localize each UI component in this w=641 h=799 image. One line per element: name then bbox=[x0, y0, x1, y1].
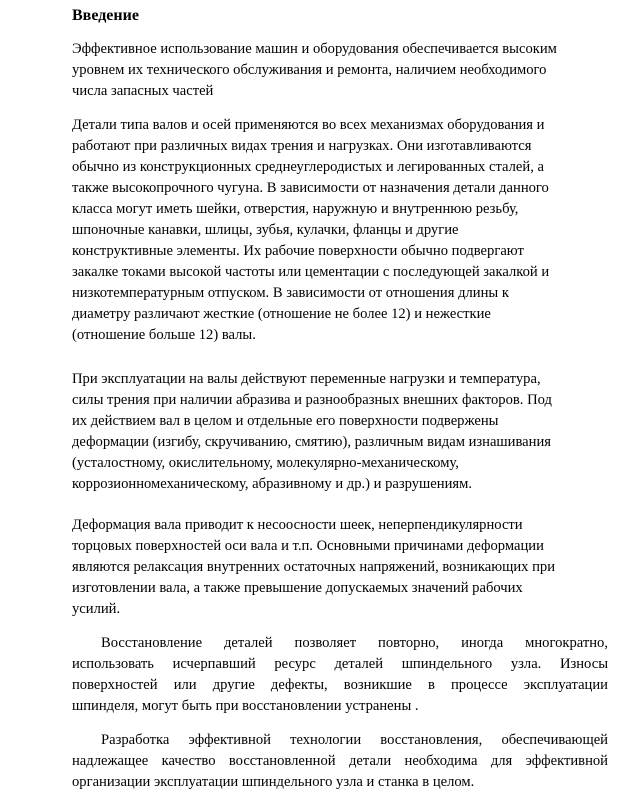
text-line: Эффективное использование машин и оборудования обеспечивается высоким bbox=[72, 41, 557, 57]
text-line: (отношение больше 12) валы. bbox=[72, 327, 256, 343]
text-line: Деформация вала приводит к несоосности шеек, неперпендикулярности bbox=[72, 517, 523, 533]
page-title: Введение bbox=[72, 7, 139, 24]
text-line: низкотемпературным отпуском. В зависимости от отношения длины к bbox=[72, 285, 509, 301]
text-line: усилий. bbox=[72, 601, 121, 617]
text-line: При эксплуатации на валы действуют переменные нагрузки и температура, bbox=[72, 371, 541, 387]
text-line: являются релаксация внутренних остаточных напряжений, возникающих при bbox=[72, 559, 556, 575]
text-line: диаметру различают жесткие (отношение не более 12) и нежесткие bbox=[72, 306, 491, 322]
text-line: деформации (изгибу, скручиванию, смятию), различным видам изнашивания bbox=[72, 434, 551, 450]
text-line: Разработка эффективной технологии восстановления, обеспечивающей bbox=[101, 732, 608, 748]
text-line: числа запасных частей bbox=[72, 83, 214, 99]
paragraph-operation bbox=[72, 369, 608, 495]
text-line: их действием вал в целом и отдельные его поверхности подвержены bbox=[72, 413, 499, 429]
text-line: поверхностей или другие дефекты, возникшие в процессе эксплуатации bbox=[72, 677, 608, 693]
text-line: также высокопрочного чугуна. В зависимости от назначения детали данного bbox=[72, 180, 549, 196]
text-line: коррозионномеханическому, абразивному и др.) и разрушениям. bbox=[72, 476, 472, 492]
text-line: (усталостному, окислительному, молекулярно-механическому, bbox=[72, 455, 459, 471]
text-line: изготовлении вала, а также превышение допускаемых значений рабочих bbox=[72, 580, 523, 596]
text-line: Детали типа валов и осей применяются во всех механизмах оборудования и bbox=[72, 117, 545, 133]
paragraph-deformation bbox=[72, 515, 608, 620]
text-line: Восстановление деталей позволяет повторно, иногда многократно, bbox=[101, 635, 608, 651]
paragraph-shafts bbox=[72, 115, 608, 346]
text-line: конструктивные элементы. Их рабочие поверхности обычно подвергают bbox=[72, 243, 524, 259]
text-line: шпинделя, могут быть при восстановлении устранены . bbox=[72, 698, 419, 714]
paragraph-restoration bbox=[72, 633, 608, 717]
text-line: шпоночные канавки, шлицы, зубья, кулачки, фланцы и другие bbox=[72, 222, 459, 238]
text-line: класса могут иметь шейки, отверстия, наружную и внутреннюю резьбу, bbox=[72, 201, 519, 217]
text-line: организации эксплуатации шпиндельного узла и станка в целом. bbox=[72, 774, 475, 790]
text-line: уровнем их технического обслуживания и ремонта, наличием необходимого bbox=[72, 62, 547, 78]
text-line: закалке токами высокой частоты или цементации с последующей закалкой и bbox=[72, 264, 550, 280]
paragraph-technology bbox=[72, 730, 608, 793]
text-line: надлежащее качество восстановленной детали необходима для эффективной bbox=[72, 753, 608, 769]
text-line: торцовых поверхностей оси вала и т.п. Основными причинами деформации bbox=[72, 538, 544, 554]
paragraph-intro bbox=[72, 39, 608, 102]
text-line: силы трения при наличии абразива и разнообразных внешних факторов. Под bbox=[72, 392, 552, 408]
text-line: использовать исчерпавший ресурс деталей шпиндельного узла. Износы bbox=[72, 656, 608, 672]
text-line: работают при различных видах трения и нагрузках. Они изготавливаются bbox=[72, 138, 532, 154]
text-line: обычно из конструкционных среднеуглеродистых и легированных сталей, а bbox=[72, 159, 544, 175]
